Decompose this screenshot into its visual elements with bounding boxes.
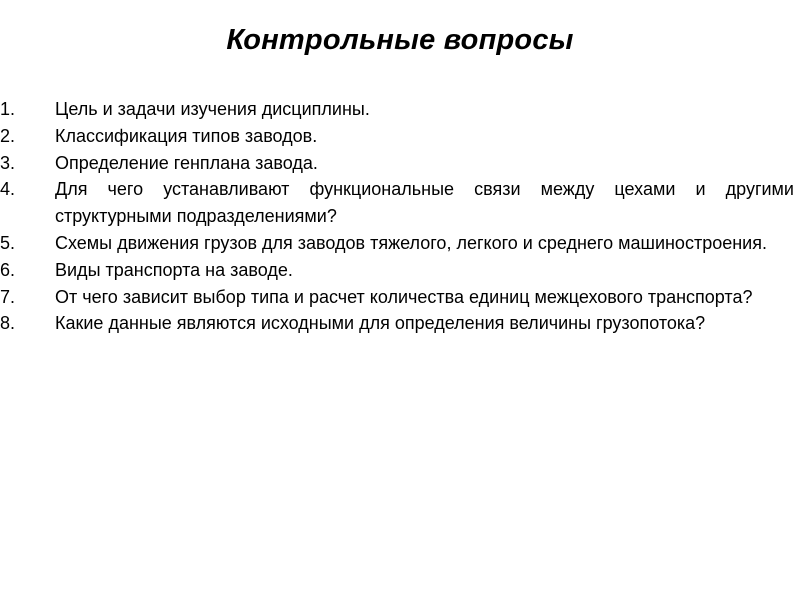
- question-number: 5.: [0, 232, 16, 253]
- question-item-1: [0, 96, 794, 123]
- question-item-6: [0, 257, 794, 284]
- question-text: Определение генплана завода.: [55, 152, 318, 173]
- question-text: Классификация типов заводов.: [55, 125, 318, 146]
- question-item-8: [0, 310, 794, 337]
- question-item-4: [0, 176, 794, 230]
- question-number: 3.: [0, 152, 16, 173]
- question-list: [0, 96, 794, 337]
- question-number: 2.: [0, 125, 16, 146]
- question-text: Цель и задачи изучения дисциплины.: [55, 99, 370, 119]
- question-text: Какие данные являются исходными для определения величины грузопотока?: [55, 313, 706, 334]
- question-text: Для чего устанавливают функциональные связи между цехами и другими структурными подразделениями?: [55, 179, 794, 227]
- question-number: 1.: [0, 99, 16, 119]
- question-number: 8.: [0, 313, 16, 334]
- question-number: 7.: [0, 286, 16, 307]
- question-item-2: [0, 123, 794, 150]
- question-item-3: [0, 150, 794, 177]
- question-item-7: [0, 284, 794, 311]
- question-text: От чего зависит выбор типа и расчет количества единиц межцехового транспорта?: [55, 286, 753, 307]
- question-text: Виды транспорта на заводе.: [55, 259, 293, 280]
- question-text: Схемы движения грузов для заводов тяжелого, легкого и среднего машиностроения.: [55, 232, 767, 253]
- question-number: 4.: [0, 179, 16, 200]
- question-number: 6.: [0, 259, 16, 280]
- question-item-5: [0, 230, 794, 257]
- slide-title: Контрольные вопросы: [226, 24, 574, 56]
